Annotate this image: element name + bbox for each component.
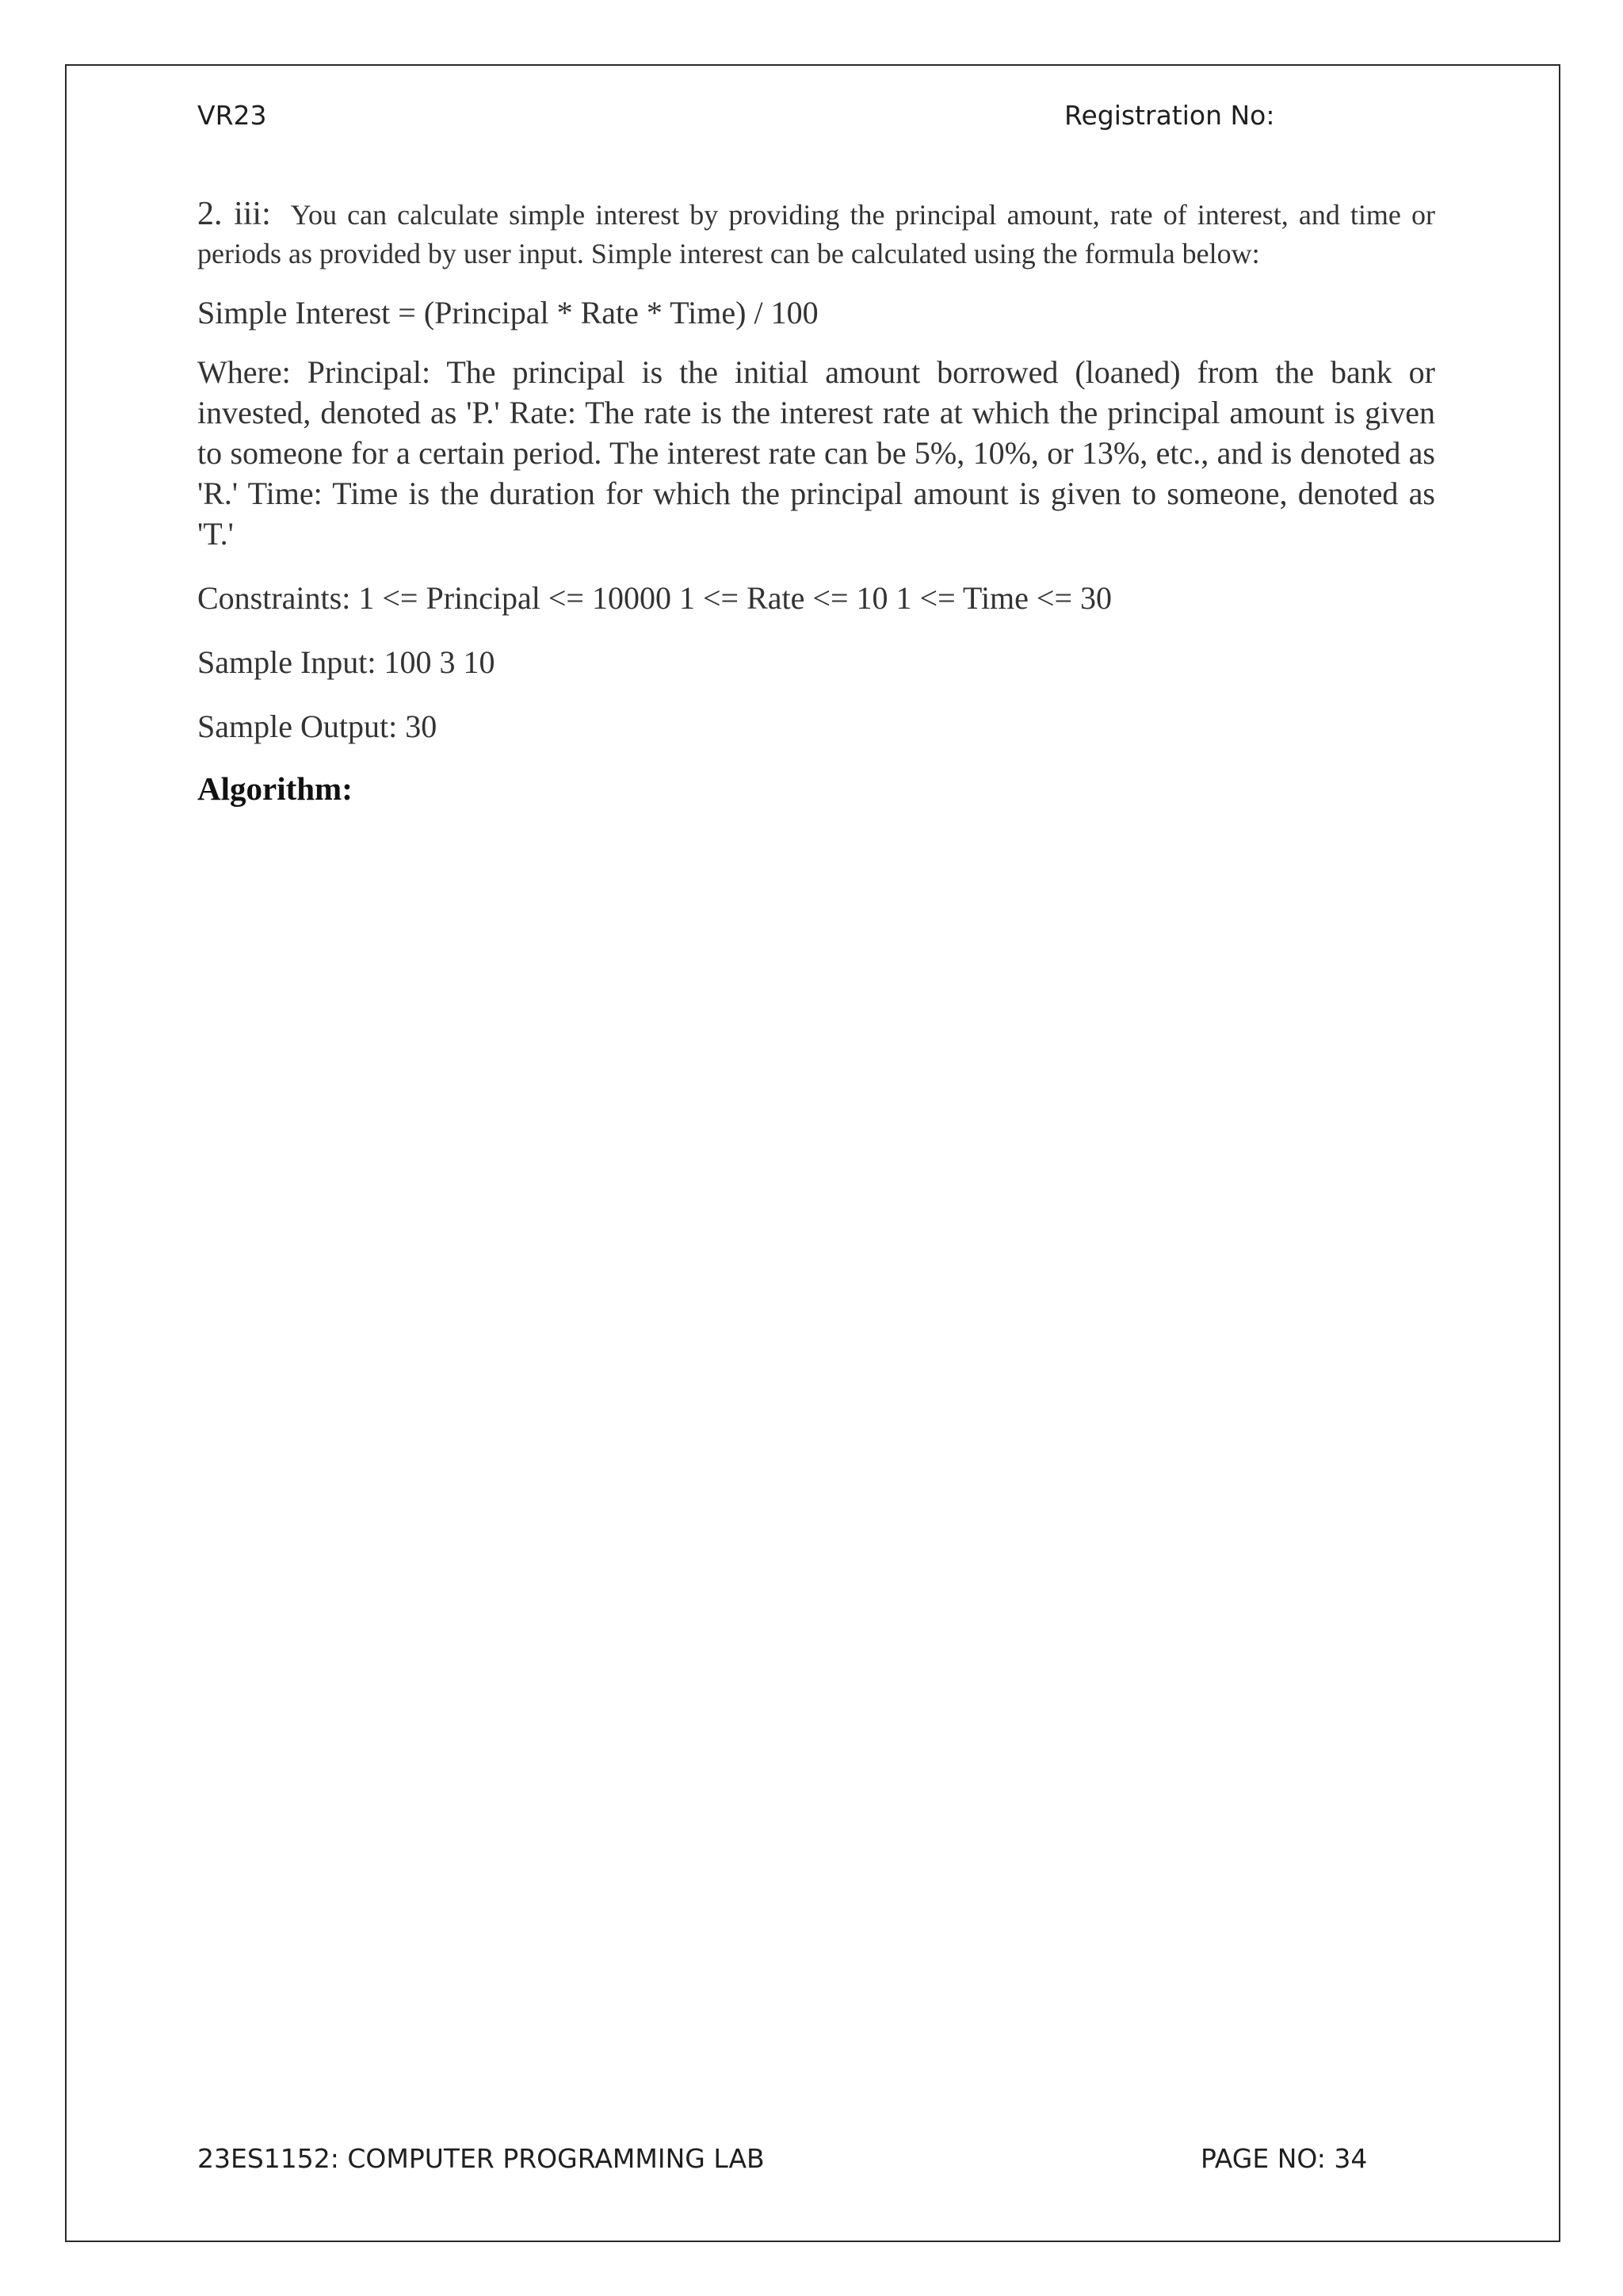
sample-output-text: Sample Output: 30 xyxy=(197,709,437,744)
footer-course-title: 23ES1152: COMPUTER PROGRAMMING LAB xyxy=(197,2143,765,2174)
formula-text: Simple Interest = (Principal * Rate * Time) / 100 xyxy=(197,295,819,330)
where-paragraph: Where: Principal: The principal is the initial amount borrowed (loaned) from the bank or invested, denoted as 'P.' Rate: The rate is the interest rate at which the principal amount is given to someone for a certain period. The interest rate can be 5%, 10%, or 13%, etc., and is denoted as 'R.' Time: Time is the duration for which the principal amount is given to someone, denoted as 'T.' xyxy=(197,354,1435,552)
sample-input-text: Sample Input: 100 3 10 xyxy=(197,644,495,680)
constraints-text: Constraints: 1 <= Principal <= 10000 1 <= Rate <= 10 1 <= Time <= 30 xyxy=(197,580,1113,616)
footer-page-number: PAGE NO: 34 xyxy=(1201,2143,1368,2174)
question-number: 2. iii: xyxy=(197,196,271,232)
question-text: You can calculate simple interest by providing the principal amount, rate of interest, and time or periods as provided by user input. Simple interest can be calculated using the formula below: xyxy=(197,199,1435,269)
header-course-code: VR23 xyxy=(197,100,267,131)
page-content xyxy=(197,195,1435,842)
algorithm-heading: Algorithm: xyxy=(197,770,353,807)
header-registration-label: Registration No: xyxy=(1064,100,1275,131)
question-intro xyxy=(197,195,1435,273)
